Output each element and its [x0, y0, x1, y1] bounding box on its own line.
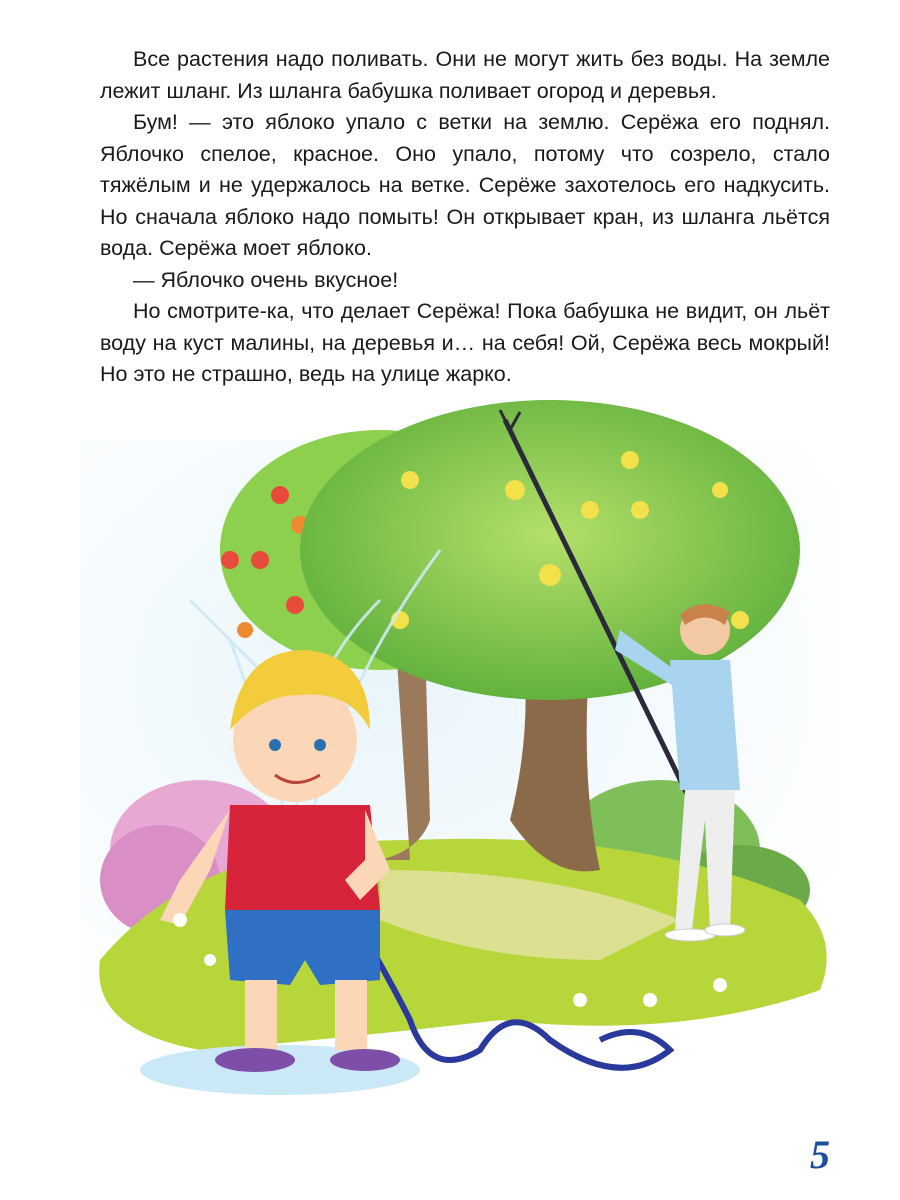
paragraph-3: — Яблочко очень вкусное!	[133, 267, 399, 292]
paragraph-2: Бум! — это яблоко упало с ветки на землю. Серёжа его поднял. Яблочко спелое, красное. Оно упало, потому что созрело, стало тяжёлым и не удержалось на ветке. Серёже захотелось его надкусить. Но сначала яблоко надо помыть! Он открывает кран, из шланга льётся вода. Серёжа моет яблоко.	[100, 110, 830, 260]
paragraph-1: Все растения надо поливать. Они не могут жить без воды. На земле лежит шланг. Из шланга бабушка поливает огород и деревья.	[100, 47, 830, 103]
paragraph-4: Но смотрите-ка, что делает Серёжа! Пока бабушка не видит, он льёт воду на куст малины, на деревья и… на себя! Ой, Серёжа весь мокрый! Но это не страшно, ведь на улице жарко.	[100, 299, 830, 386]
story-text	[100, 44, 830, 391]
garden-illustration	[80, 400, 840, 1120]
page-number: 5	[810, 1132, 830, 1177]
